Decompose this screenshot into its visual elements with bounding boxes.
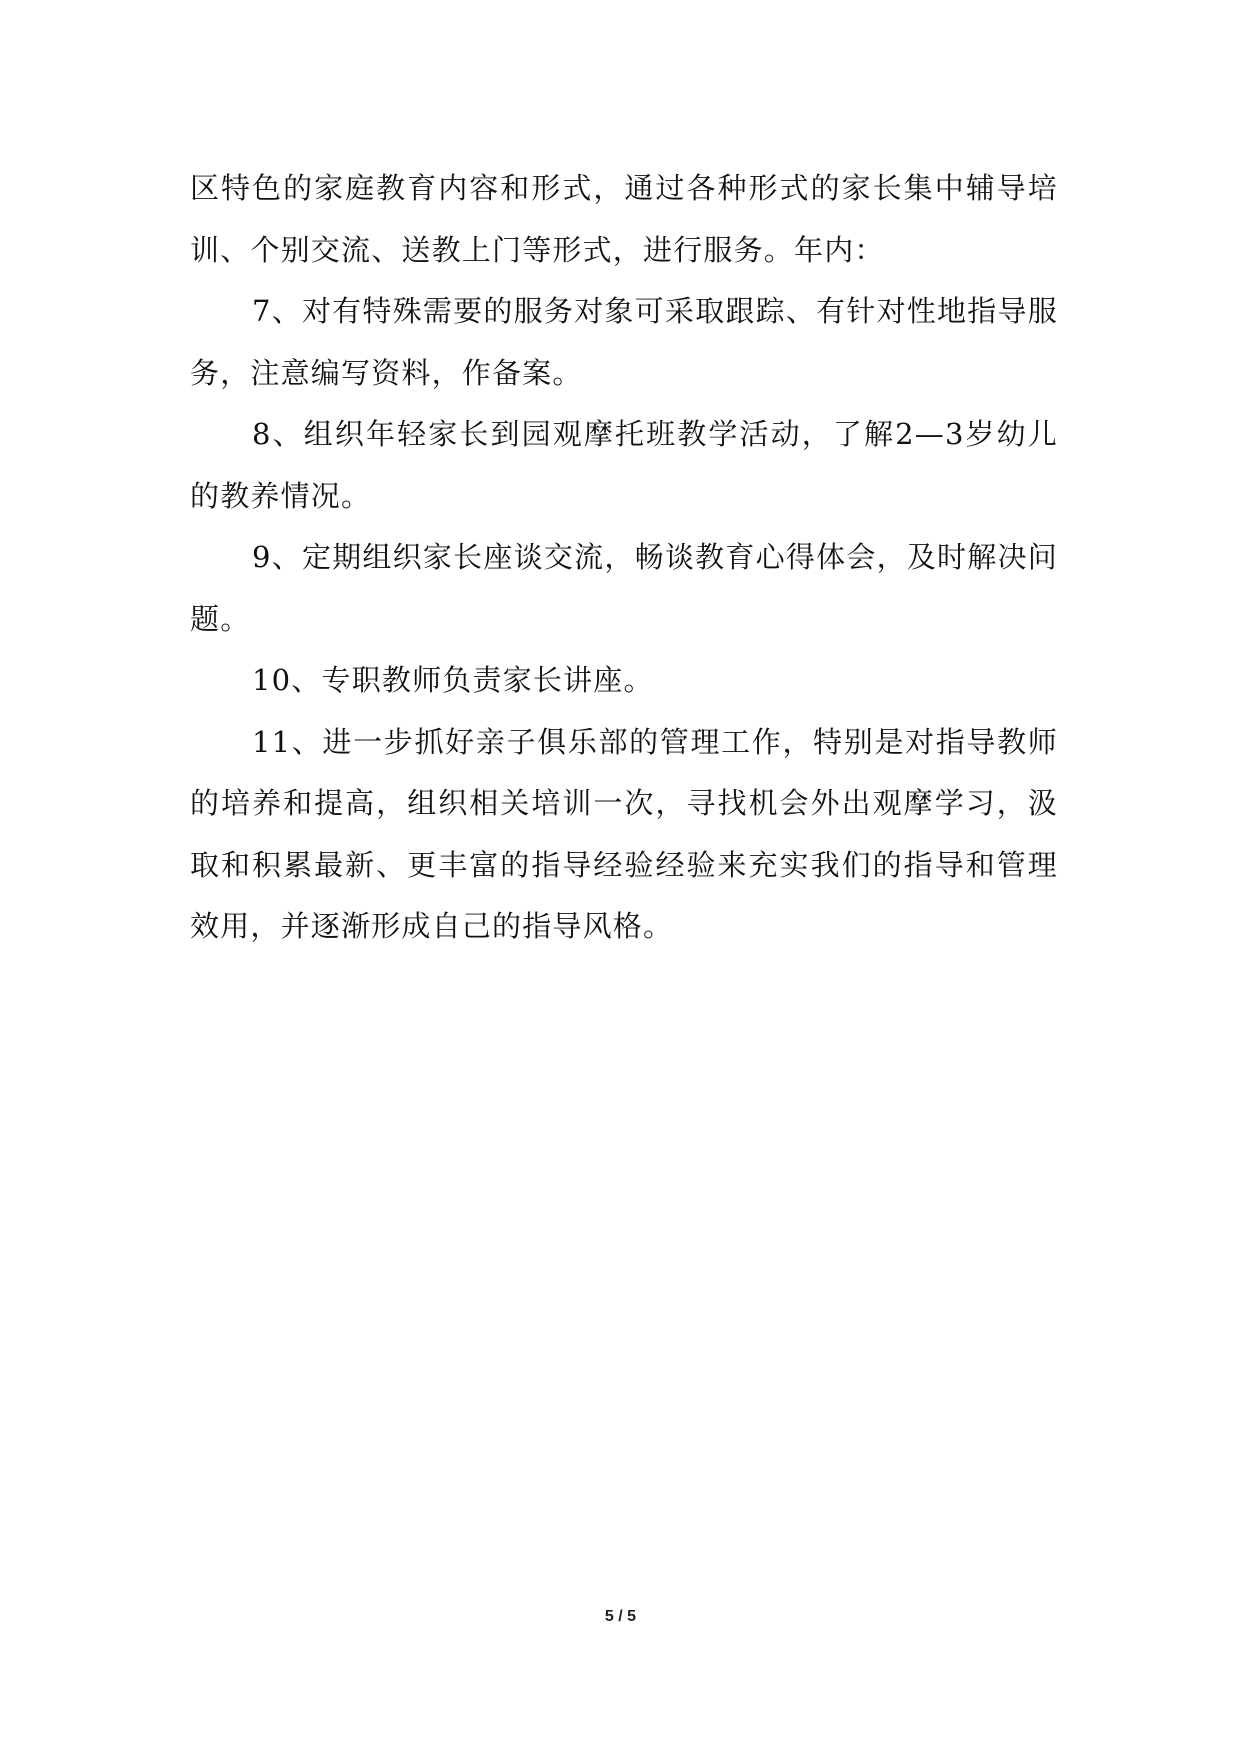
- paragraph-item-9: 9、定期组织家长座谈交流，畅谈教育心得体会，及时解决问题。: [190, 540, 1058, 636]
- page-number: 5 / 5: [604, 1608, 637, 1625]
- paragraph-continuation: 区特色的家庭教育内容和形式，通过各种形式的家长集中辅导培训、个别交流、送教上门等形式，进行服务。年内：: [190, 171, 1058, 267]
- paragraph-item-10: 10、专职教师负责家长讲座。: [252, 663, 654, 697]
- paragraph-item-11: 11、进一步抓好亲子俱乐部的管理工作，特别是对指导教师的培养和提高，组织相关培训一次，寻找机会外出观摩学习，汲取和积累最新、更丰富的指导经验经验来充实我们的指导和管理效用，并逐渐形成自己的指导风格。: [190, 724, 1058, 943]
- paragraph-item-8: 8、组织年轻家长到园观摩托班教学活动，了解2—3岁幼儿的教养情况。: [190, 417, 1058, 513]
- paragraph-item-7: 7、对有特殊需要的服务对象可采取跟踪、有针对性地指导服务，注意编写资料，作备案。: [190, 294, 1058, 390]
- document-body: [190, 158, 1058, 958]
